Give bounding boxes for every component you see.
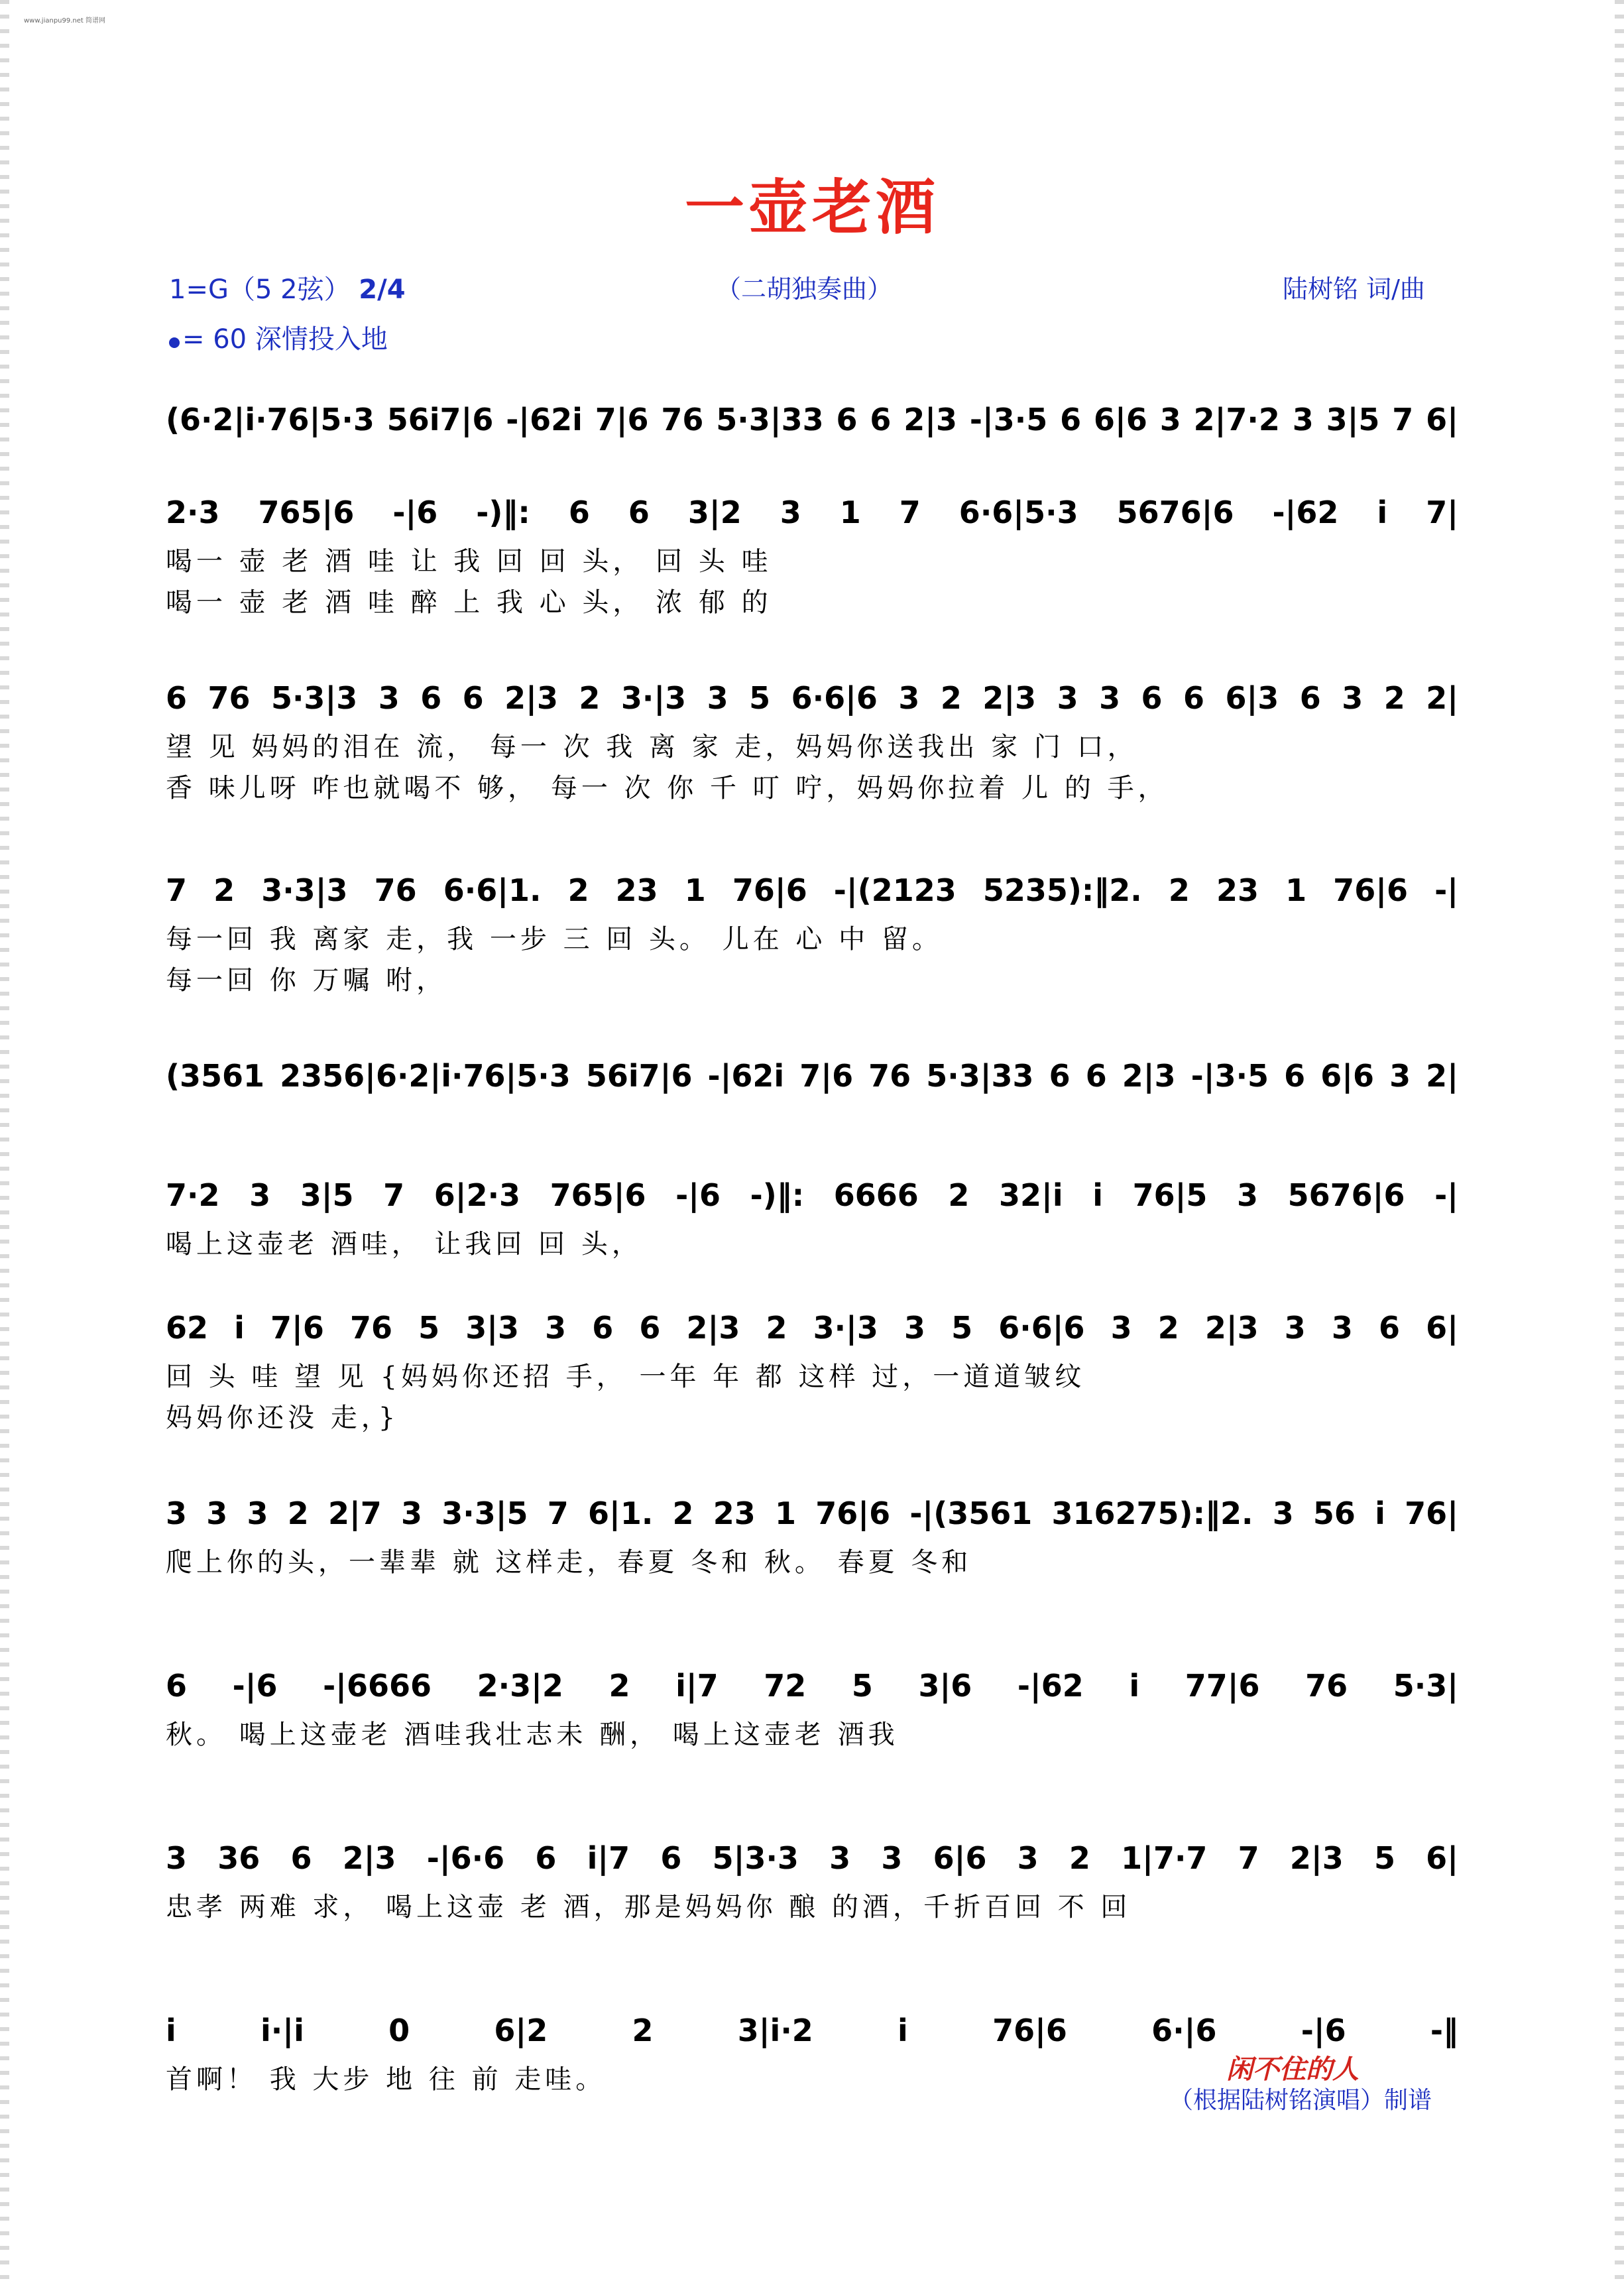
quarter-note-icon [169,337,180,348]
score-line [166,855,1458,908]
lyric-line: 忠孝 两难 求， 喝上这壶 老 酒，那是妈妈你 酿 的酒，千折百回 不 回 [166,1892,1131,1922]
lyric-line: 秋。 喝上这壶老 酒哇我壮志未 酬， 喝上这壶老 酒我 [166,1720,899,1750]
score-line [166,384,1458,438]
lyric-line: 香 味儿呀 咋也就喝不 够， 每一 次 你 千 叮 咛，妈妈你拉着 儿 的 手， [166,773,1169,803]
lyric-line: 每一回 我 离家 走，我 一步 三 回 头。 儿在 心 中 留。 [166,924,943,955]
page-title: 一壶老酒 [685,172,939,243]
lyric-line: 喝上这壶老 酒哇， 让我回 回 头， [166,1229,642,1259]
score-line [166,1651,1458,1704]
left-border-strip [0,0,9,2283]
lyric-line: 爬上你的头，一辈辈 就 这样走，春夏 冬和 秋。 春夏 冬和 [166,1547,972,1578]
lyric-line: 妈妈你还没 走，} [166,1403,400,1433]
notation-text: (6·2|i·76|5·3 56i7|6 -|62i 7|6 76 5·3|33 6 6 2|3 -|3·5 6 6|6 3 2|7·2 3 3|5 7 6| [166,402,1458,438]
lyric-line: 喝一 壶 老 酒 哇 让 我 回 回 头， 回 头 哇 [166,546,772,577]
lyric-line: 回 头 哇 望 见 {妈妈你还招 手， 一年 年 都 这样 过，一道道皱纹 [166,1362,1086,1392]
key-signature [169,268,406,306]
composer-credit: 陆树铭 词/曲 [1283,274,1425,304]
notation-text: (3561 2356|6·2|i·76|5·3 56i7|6 -|62i 7|6 76 5·3|33 6 6 2|3 -|3·5 6 6|6 3 2| [166,1058,1458,1094]
key-label: 1=G（5 2弦） [169,274,351,305]
score-line [166,663,1458,716]
notation-text: 7 2 3·3|3 76 6·6|1. 2 23 1 76|6 -|(2123 5235):‖2. 2 23 1 76|6 -| [166,872,1458,908]
notation-text: 6 -|6 -|6666 2·3|2 2 i|7 72 5 3|6 -|62 i 77|6 76 5·3| [166,1668,1458,1704]
lyric-line: 喝一 壶 老 酒 哇 醉 上 我 心 头， 浓 郁 的 [166,587,772,618]
score-line [166,1293,1458,1346]
score-line [166,1160,1458,1213]
lyric-line: 每一回 你 万嘱 咐， [166,965,447,996]
signature-script: 闲不住的人 [1226,2054,1359,2085]
right-border-strip [1615,0,1624,2283]
tempo-label: = 60 深情投入地 [182,324,388,355]
corner-label: www.jianpu99.net 简谱网 [24,17,105,25]
notation-text: 2·3 765|6 -|6 -)‖: 6 6 3|2 3 1 7 6·6|5·3 5676|6 -|62 i 7| [166,495,1458,530]
notation-text: 3 36 6 2|3 -|6·6 6 i|7 6 5|3·3 3 3 6|6 3 2 1|7·7 7 2|3 5 6| [166,1840,1458,1876]
score-line [166,1041,1458,1094]
score-line [166,1478,1458,1531]
score-line [166,1823,1458,1876]
notation-text: 62 i 7|6 76 5 3|3 3 6 6 2|3 2 3·|3 3 5 6·6|6 3 2 2|3 3 3 6 6| [166,1310,1458,1346]
tempo-marking [169,318,388,356]
lyric-line: 望 见 妈妈的泪在 流， 每一 次 我 离 家 走，妈妈你送我出 家 门 口， [166,732,1138,762]
time-signature: 2/4 [359,274,406,305]
transcriber-credit: （根据陆树铭演唱）制谱 [1169,2087,1432,2114]
score-line [166,477,1458,530]
notation-text: 6 76 5·3|3 3 6 6 2|3 2 3·|3 3 5 6·6|6 3 2 2|3 3 3 6 6 6|3 6 3 2 2| [166,680,1458,716]
notation-text: 3 3 3 2 2|7 3 3·3|5 7 6|1. 2 23 1 76|6 -|(3561 316275):‖2. 3 56 i 76| [166,1495,1458,1531]
notation-text: 7·2 3 3|5 7 6|2·3 765|6 -|6 -)‖: 6666 2 32|i i 76|5 3 5676|6 -| [166,1177,1458,1213]
score-line [166,1995,1458,2048]
notation-text: i i·|i 0 6|2 2 3|i·2 i 76|6 6·|6 -|6 -‖ [166,2013,1458,2048]
lyric-line: 首啊！ 我 大步 地 往 前 走哇。 [166,2064,607,2095]
subtitle: （二胡独奏曲） [716,274,893,304]
